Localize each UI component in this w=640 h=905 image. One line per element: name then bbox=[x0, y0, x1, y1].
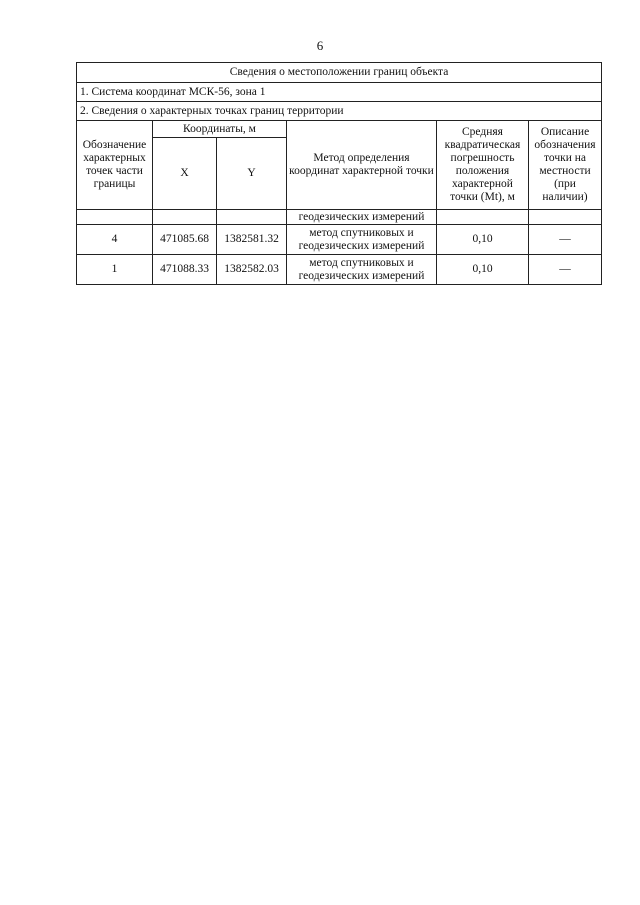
header-x: X bbox=[153, 138, 217, 210]
table-row bbox=[77, 255, 602, 285]
method-line: метод спутниковых и bbox=[309, 256, 414, 269]
header-point-designation: Обозначение характерных точек части границы bbox=[77, 121, 153, 210]
cont-description-cell bbox=[529, 210, 602, 225]
method-cell bbox=[287, 255, 437, 285]
cont-method-cell: геодезических измерений bbox=[287, 210, 437, 225]
coordinate-system-section: 1. Система координат МСК-56, зона 1 bbox=[77, 83, 602, 102]
header-coordinates: Координаты, м bbox=[153, 121, 287, 138]
point-cell: 4 bbox=[77, 225, 153, 255]
point-cell: 1 bbox=[77, 255, 153, 285]
description-cell: — bbox=[529, 225, 602, 255]
header-method: Метод определения координат характерной точки bbox=[287, 121, 437, 210]
method-line: геодезических измерений bbox=[298, 269, 425, 282]
method-line: метод спутниковых и bbox=[309, 226, 414, 239]
error-cell: 0,10 bbox=[437, 255, 529, 285]
x-cell: 471088.33 bbox=[153, 255, 217, 285]
error-cell: 0,10 bbox=[437, 225, 529, 255]
cont-y-cell bbox=[217, 210, 287, 225]
table-title: Сведения о местоположении границ объекта bbox=[77, 63, 602, 83]
header-y: Y bbox=[217, 138, 287, 210]
boundary-points-table bbox=[76, 62, 602, 285]
header-description: Описание обозначения точки на местности (при наличии) bbox=[529, 121, 602, 210]
points-section: 2. Сведения о характерных точках границ территории bbox=[77, 102, 602, 121]
page-number: 6 bbox=[316, 38, 324, 53]
y-cell: 1382581.32 bbox=[217, 225, 287, 255]
cont-error-cell bbox=[437, 210, 529, 225]
cont-x-cell bbox=[153, 210, 217, 225]
table-row bbox=[77, 225, 602, 255]
method-cell bbox=[287, 225, 437, 255]
x-cell: 471085.68 bbox=[153, 225, 217, 255]
description-cell: — bbox=[529, 255, 602, 285]
y-cell: 1382582.03 bbox=[217, 255, 287, 285]
cont-point-cell bbox=[77, 210, 153, 225]
method-line: геодезических измерений bbox=[298, 239, 425, 252]
header-error: Средняя квадратическая погрешность положения характерной точки (Mt), м bbox=[437, 121, 529, 210]
